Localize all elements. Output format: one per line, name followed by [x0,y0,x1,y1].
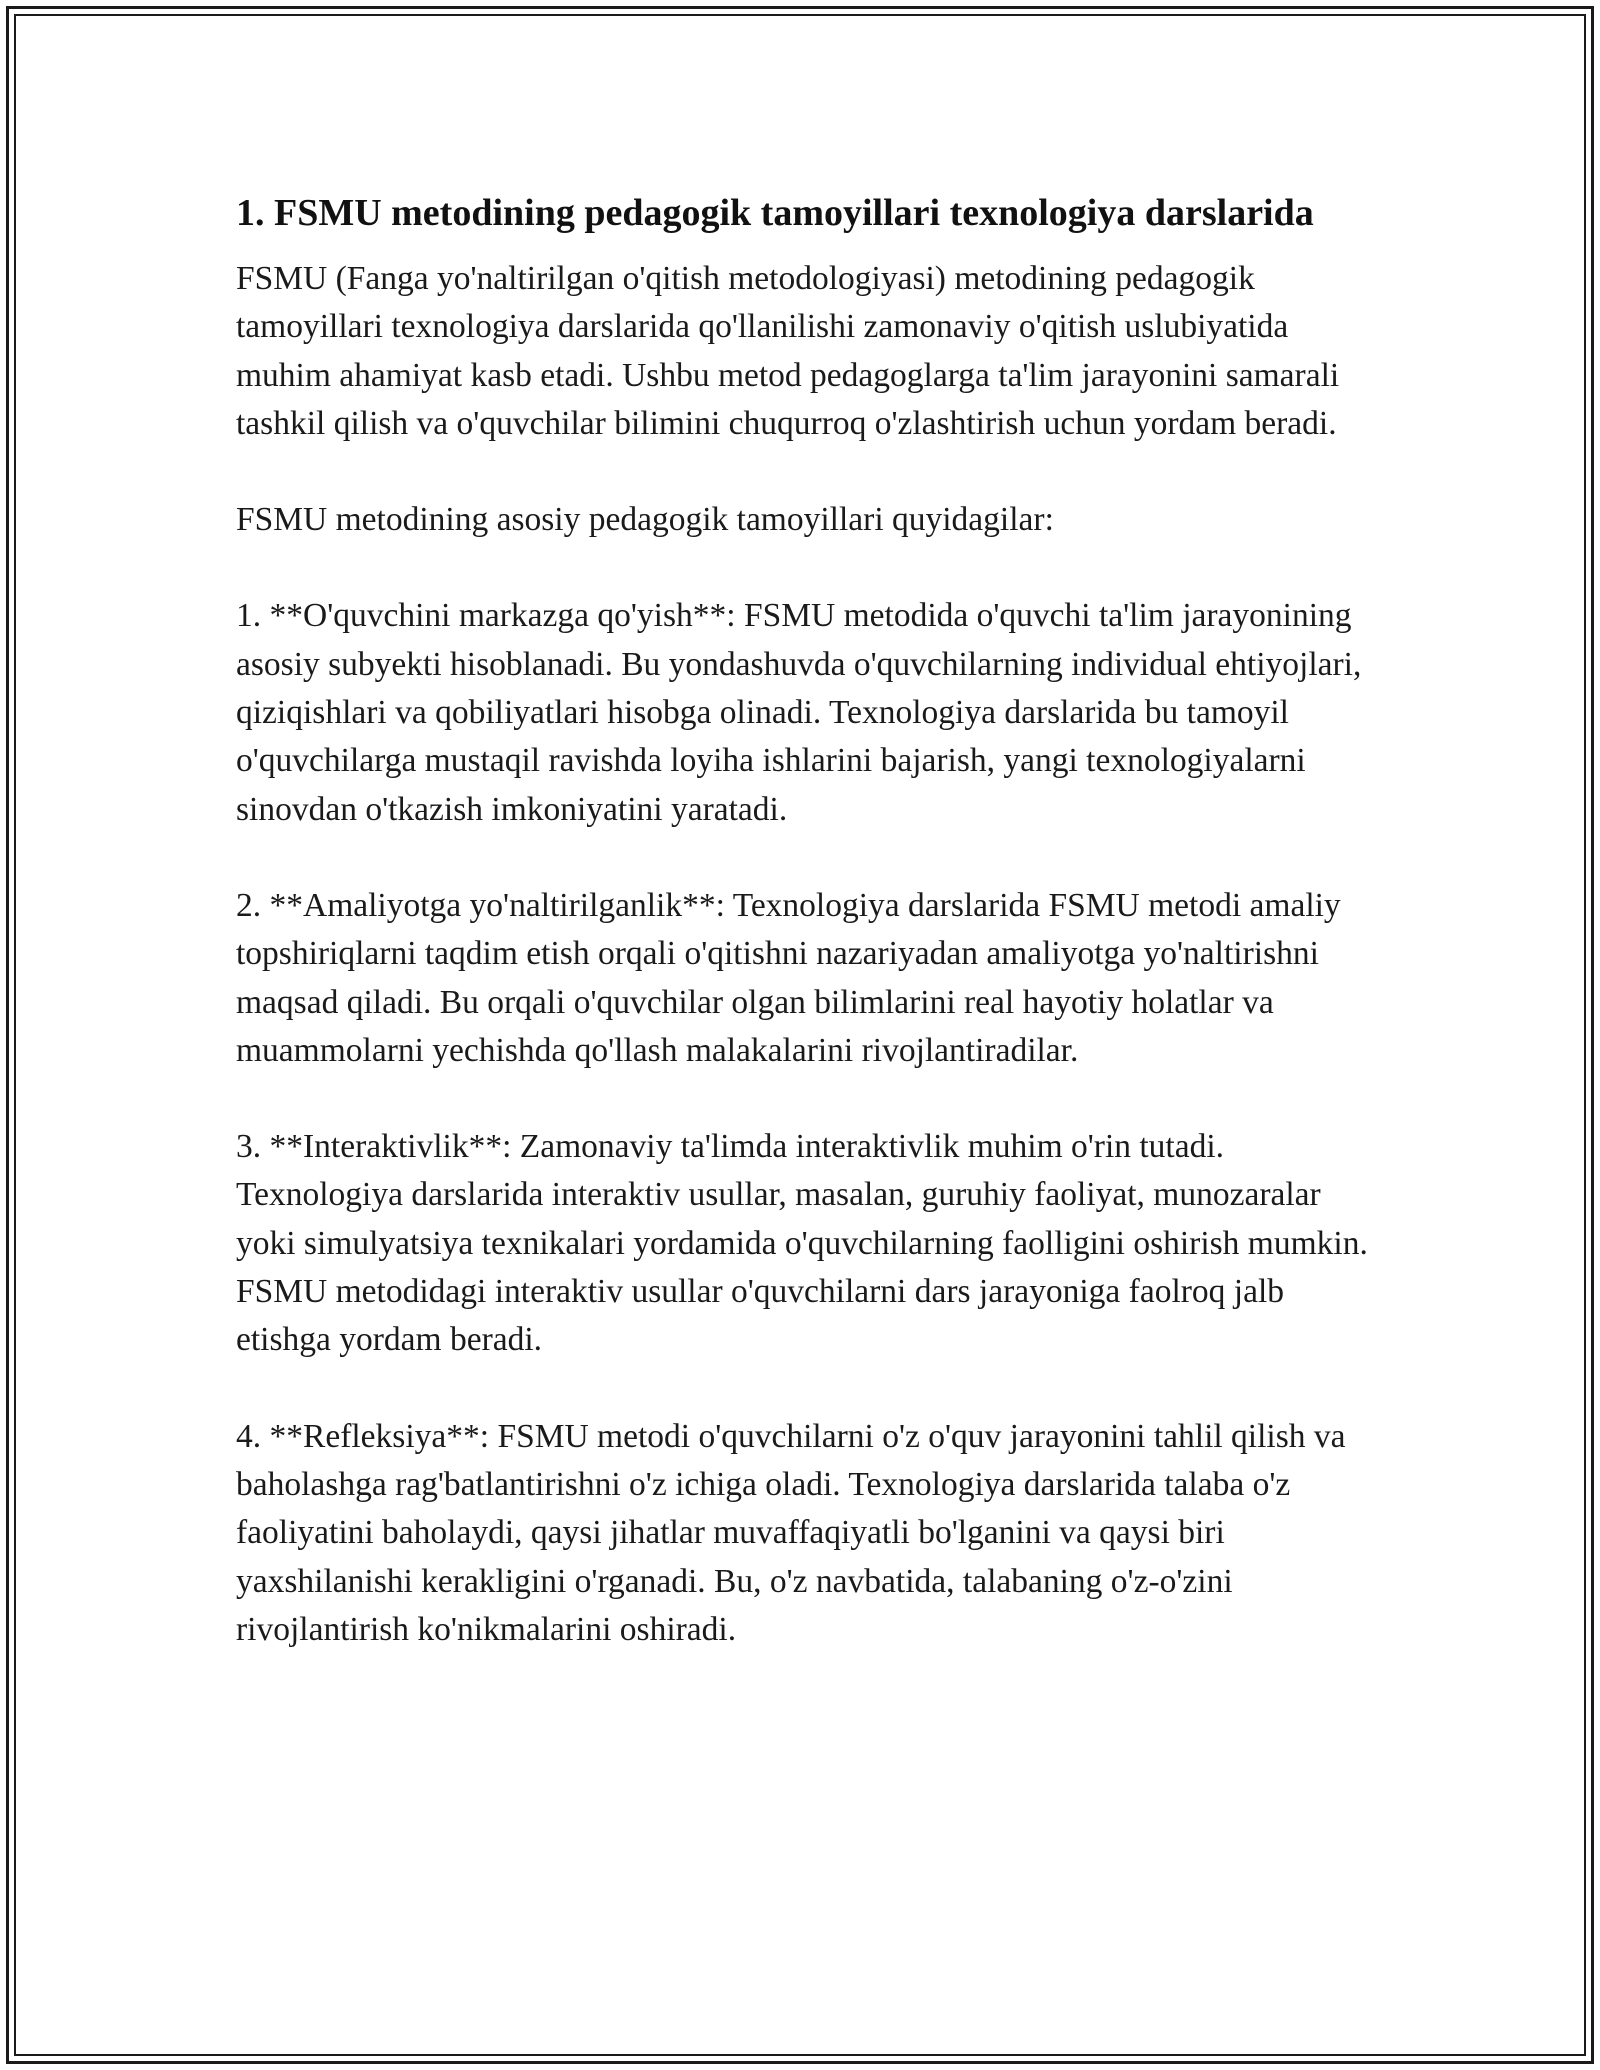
paragraph-list-intro: FSMU metodining asosiy pedagogik tamoyillari quyidagilar: [236,501,1054,539]
paragraph-principle-3: 3. **Interaktivlik**: Zamonaviy ta'limda interaktivlik muhim o'rin tutadi. Texnologiya darslarida interaktiv usullar, masalan, guruhiy faoliyat, munozaralar yoki simulyatsiya texnikalari yordamida o'quvchilarning faolligini oshirish mumkin. FSMU metodidagi interaktiv usullar o'quvchilarni dars jarayoniga faolroq jalb etishga yordam beradi. [236,1128,1368,1359]
document-title: 1. FSMU metodining pedagogik tamoyillari texnologiya darslarida [236,192,1314,234]
document-body [236,186,1376,1654]
paragraph-principle-1: 1. **O'quvchini markazga qo'yish**: FSMU metodida o'quvchi ta'lim jarayonining asosiy subyekti hisoblanadi. Bu yondashuvda o'quvchilarning individual ehtiyojlari, qiziqishlari va qobiliyatlari hisobga olinadi. Texnologiya darslarida bu tamoyil o'quvchilarga mustaqil ravishda loyiha ishlarini bajarish, yangi texnologiyalarni sinovdan o'tkazish imkoniyatini yaratadi. [236,597,1362,828]
paragraph-principle-4: 4. **Refleksiya**: FSMU metodi o'quvchilarni o'z o'quv jarayonini tahlil qilish va baholashga rag'batlantirishni o'z ichiga oladi. Texnologiya darslarida talaba o'z faoliyatini baholaydi, qaysi jihatlar muvaffaqiyatli bo'lganini va qaysi biri yaxshilanishi kerakligini o'rganadi. Bu, o'z navbatida, talabaning o'z-o'zini rivojlantirish ko'nikmalarini oshiradi. [236,1417,1346,1648]
paragraph-intro: FSMU (Fanga yo'naltirilgan o'qitish metodologiyasi) metodining pedagogik tamoyillari texnologiya darslarida qo'llanilishi zamonaviy o'qitish uslubiyatida muhim ahamiyat kasb etadi. Ushbu metod pedagoglarga ta'lim jarayonini samarali tashkil qilish va o'quvchilar bilimini chuqurroq o'zlashtirish uchun yordam beradi. [236,260,1340,442]
paragraph-principle-2: 2. **Amaliyotga yo'naltirilganlik**: Texnologiya darslarida FSMU metodi amaliy topshiriqlarni taqdim etish orqali o'qitishni nazariyadan amaliyotga yo'naltirishni maqsad qiladi. Bu orqali o'quvchilar olgan bilimlarini real hayotiy holatlar va muammolarni yechishda qo'llash malakalarini rivojlantiradilar. [236,886,1341,1069]
